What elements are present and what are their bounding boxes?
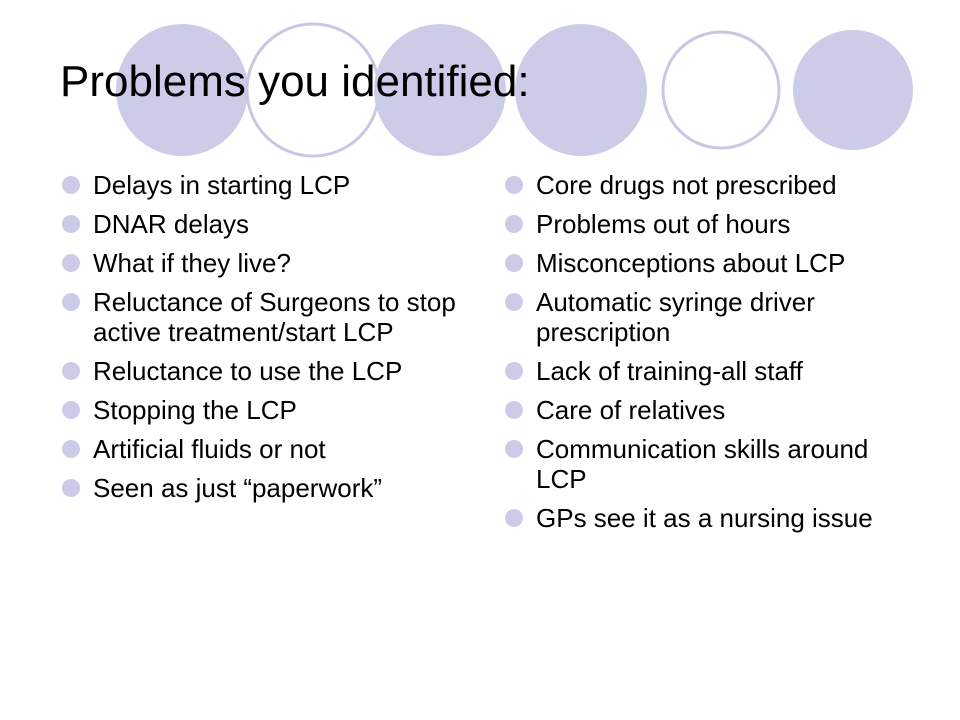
- bullet-icon: [505, 176, 523, 194]
- list-item: [505, 503, 905, 533]
- list-item: [62, 287, 462, 347]
- bullet-text: GPs see it as a nursing issue: [536, 503, 873, 533]
- list-item: [505, 434, 905, 494]
- bullet-icon: [62, 401, 80, 419]
- list-item: [505, 356, 905, 386]
- bullet-icon: [505, 215, 523, 233]
- bullet-icon: [505, 293, 523, 311]
- bullet-icon: [62, 479, 80, 497]
- list-item: [62, 170, 462, 200]
- bullet-icon: [505, 254, 523, 272]
- bullet-text: Misconceptions about LCP: [536, 248, 846, 278]
- bullet-text: Seen as just “paperwork”: [93, 473, 383, 503]
- bullet-text: DNAR delays: [93, 209, 250, 239]
- list-item: [505, 170, 905, 200]
- bullet-text: Reluctance of Surgeons to stop active treatment/start LCP: [93, 287, 456, 347]
- bullet-icon: [505, 401, 523, 419]
- bullet-icon: [505, 509, 523, 527]
- bullet-text: Lack of training-all staff: [536, 356, 803, 386]
- deco-circle-filled-4: [793, 30, 913, 150]
- bullet-text: Care of relatives: [536, 395, 726, 425]
- bullet-icon: [505, 440, 523, 458]
- list-item: [62, 395, 462, 425]
- deco-circle-outline-2: [663, 32, 779, 148]
- right-bullet-list: [505, 170, 905, 542]
- bullet-text: What if they live?: [93, 248, 291, 278]
- list-item: [62, 434, 462, 464]
- bullet-icon: [62, 254, 80, 272]
- list-item: [505, 248, 905, 278]
- list-item: [62, 356, 462, 386]
- bullet-icon: [62, 293, 80, 311]
- bullet-text: Stopping the LCP: [93, 395, 297, 425]
- list-item: [505, 395, 905, 425]
- list-item: [62, 248, 462, 278]
- bullet-text: Reluctance to use the LCP: [93, 356, 403, 386]
- list-item: [62, 473, 462, 503]
- bullet-icon: [62, 176, 80, 194]
- left-bullet-list: [62, 170, 462, 512]
- list-item: [62, 209, 462, 239]
- bullet-text: Core drugs not prescribed: [536, 170, 837, 200]
- deco-circle-filled-3: [515, 24, 647, 156]
- bullet-icon: [505, 362, 523, 380]
- bullet-text: Delays in starting LCP: [93, 170, 351, 200]
- bullet-text: Communication skills around LCP: [536, 434, 869, 494]
- bullet-icon: [62, 362, 80, 380]
- bullet-icon: [62, 440, 80, 458]
- bullet-text: Artificial fluids or not: [93, 434, 326, 464]
- bullet-text: Automatic syringe driver prescription: [536, 287, 815, 347]
- slide-title: Problems you identified:: [60, 57, 530, 106]
- bullet-icon: [62, 215, 80, 233]
- list-item: [505, 287, 905, 347]
- list-item: [505, 209, 905, 239]
- bullet-text: Problems out of hours: [536, 209, 791, 239]
